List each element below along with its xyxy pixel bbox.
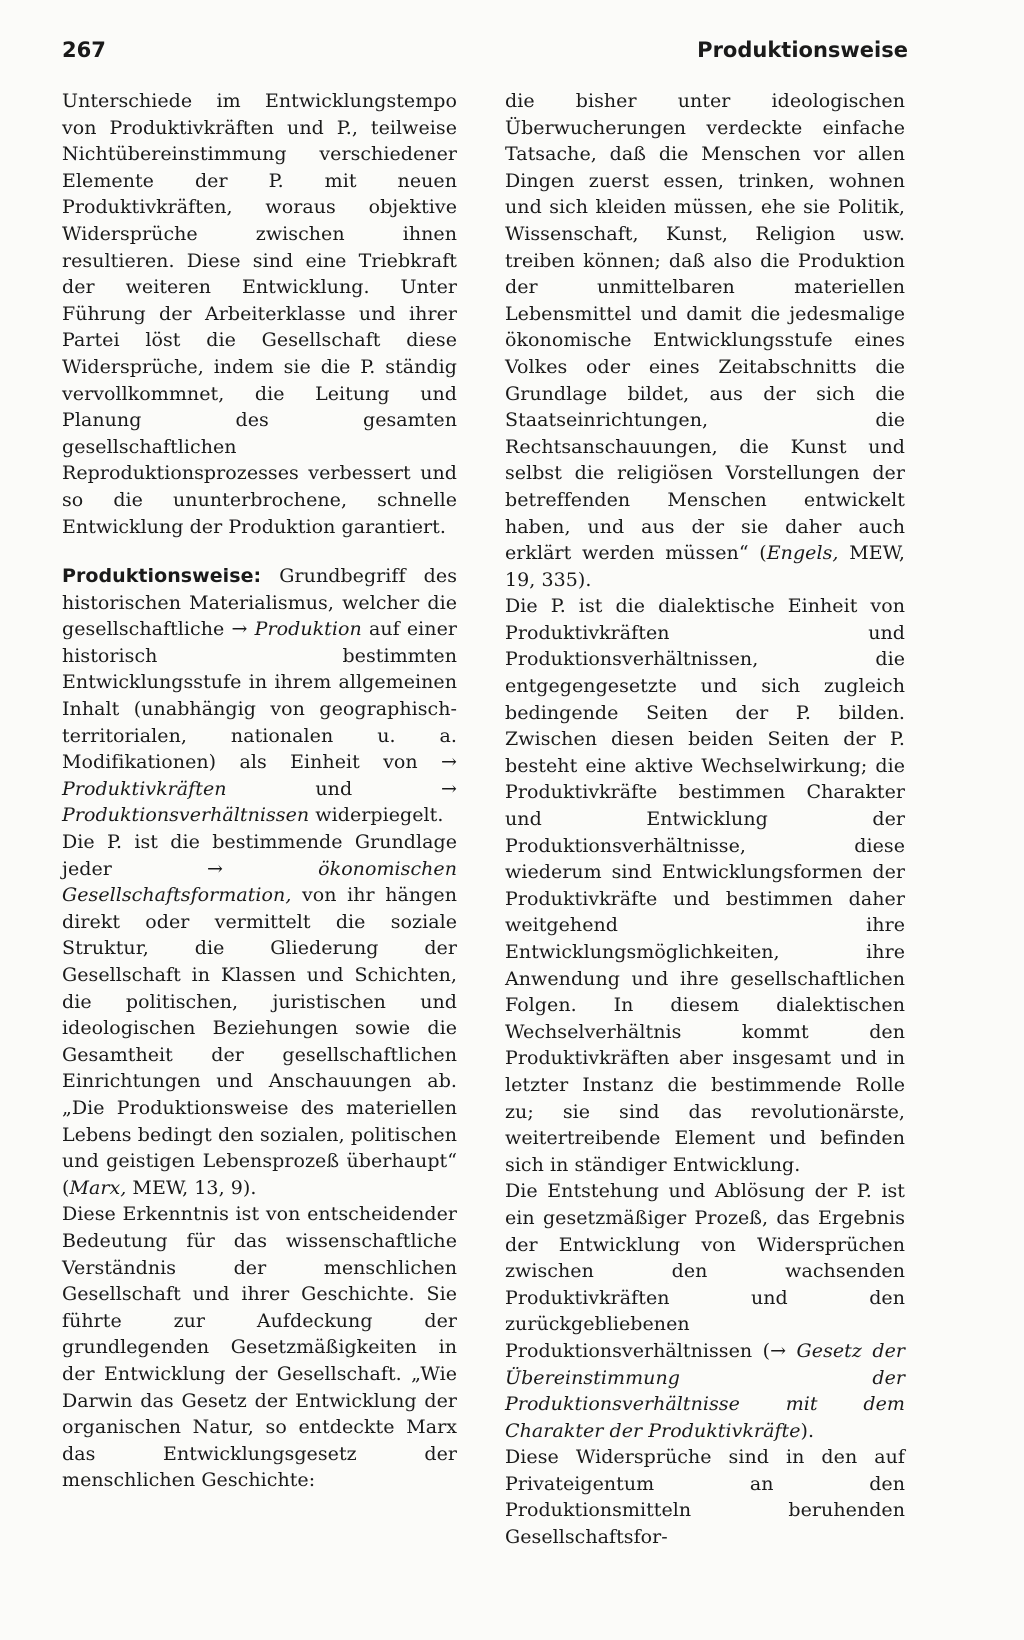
cross-reference-arrow: → <box>207 857 223 880</box>
quote-text: die bisher unter ideologischen Überwucherungen verdeckte einfache Tatsache, daß die Menschen vor allen Dingen zuerst essen, trinken, wohnen und sich kleiden müssen, ehe sie Politik, Wissenschaft, Kunst, Religion usw. treiben können; daß also die Produktion der unmittelbaren materiellen Lebensmittel und damit die jedesmalige ökonomische Entwicklungsstufe eines Volkes oder eines Zeitabschnitts die Grundlage bildet, aus der sich die Staatseinrichtungen, die Rechtsanschauungen, die Kunst und selbst die religiösen Vorstellungen der betreffenden Menschen entwickelt haben, und aus der sie daher auch erklärt werden müssen“ ( <box>505 90 905 565</box>
cross-reference-arrow: → <box>231 618 248 641</box>
citation-source: MEW, 13, 9). <box>126 1176 257 1199</box>
right-column <box>505 88 905 1551</box>
cross-reference-gesetz[interactable]: Gesetz der Übereinstimmung der Produktionsverhältnisse mit dem Charakter der Produktivkräfte <box>505 1339 905 1442</box>
body-text: ). <box>800 1419 815 1442</box>
definition-text: widerpiegelt. <box>309 804 444 827</box>
running-head: Produktionsweise <box>697 38 908 62</box>
definition-text: Grundbegriff des historischen Materialismus, welcher die gesellschaftliche <box>62 565 457 641</box>
cross-reference-gesellschaftsformation[interactable]: ökonomischen Gesellschaftsformation, <box>62 857 458 907</box>
entry-definition <box>62 563 457 829</box>
body-paragraph <box>505 1178 905 1444</box>
cross-reference-produktionsverhaeltnisse[interactable]: Produktionsverhältnissen <box>62 804 310 827</box>
body-paragraph: Diese Widersprüche sind in den auf Privateigentum an den Produktionsmitteln beruhenden Gesellschaftsfor- <box>505 1446 905 1549</box>
definition-text: auf einer historisch bestimmten Entwicklungsstufe in ihrem allgemeinen Inhalt (unabhängig von geographisch-territorialen, nationalen u. a. Modifikationen) als Einheit von <box>62 618 457 774</box>
cross-reference-produktivkraefte[interactable]: Produktivkräften <box>62 777 227 800</box>
entry-gap <box>62 540 457 563</box>
body-text: Die P. ist die bestimmende Grundlage jeder <box>62 831 457 880</box>
cross-reference-arrow: → <box>441 777 457 800</box>
cross-reference-produktion[interactable]: Produktion <box>254 618 362 641</box>
quote-paragraph <box>505 88 905 593</box>
body-paragraph: Diese Erkenntnis ist von entscheidender Bedeutung für das wissenschaftliche Verständnis der menschlichen Gesellschaft und ihrer Geschichte. Sie führte zur Aufdeckung der grundlegenden Gesetzmäßigkeiten in der Entwicklung der Gesellschaft. „Wie Darwin das Gesetz der Entwicklung der organischen Natur, so entdeckte Marx das Entwicklungsgesetz der menschlichen Geschichte: <box>62 1203 457 1492</box>
cross-reference-arrow: → <box>770 1339 787 1362</box>
page-number: 267 <box>62 38 106 62</box>
continuation-paragraph: Unterschiede im Entwicklungstempo von Produktivkräften und P., teilweise Nichtübereinstimmung verschiedener Elemente der P. mit neuen Produktivkräften, woraus objektive Widersprüche zwischen ihnen resultieren. Diese sind eine Triebkraft der weiteren Entwicklung. Unter Führung der Arbeiterklasse und ihrer Partei löst die Gesellschaft diese Widersprüche, indem sie die P. ständig vervollkommnet, die Leitung und Planung des gesamten gesellschaftlichen Reproduktionsprozesses verbessert und so die ununterbrochene, schnelle Entwicklung der Produktion garantiert. <box>62 90 457 538</box>
citation-author: Marx, <box>69 1176 127 1199</box>
body-text: Die Entstehung und Ablösung der P. ist ein gesetzmäßiger Prozeß, das Ergebnis der Entwicklung von Widersprüchen zwischen den wachsenden Produktivkräften und den zurückgebliebenen Produktionsverhältnissen ( <box>505 1180 905 1362</box>
citation-author: Engels, <box>766 542 839 565</box>
body-paragraph <box>62 829 457 1201</box>
definition-text: und <box>226 777 442 800</box>
citation-source: MEW, 19, 335). <box>505 542 905 591</box>
entry-headword: Produktionsweise: <box>62 565 262 588</box>
cross-reference-arrow: → <box>441 751 457 774</box>
body-paragraph: Die P. ist die dialektische Einheit von Produktivkräften und Produktionsverhältnissen, die entgegengesetzte und sich zugleich bedingende Seiten der P. bilden. Zwischen diesen beiden Seiten der P. besteht eine aktive Wechselwirkung; die Produktivkräfte bestimmen Charakter und Entwicklung der Produktionsverhältnisse, diese wiederum sind Entwicklungsformen der Produktivkräfte und bestimmen daher weitgehend ihre Entwicklungsmöglichkeiten, ihre Anwendung und ihre gesellschaftlichen Folgen. In diesem dialektischen Wechselverhältnis kommt den Produktivkräften aber insgesamt und in letzter Instanz die bestimmende Rolle zu; sie sind das revolutionärste, weitertreibende Element und befinden sich in ständiger Entwicklung. <box>505 595 905 1176</box>
left-column <box>62 88 457 1494</box>
body-text: von ihr hängen direkt oder vermittelt die soziale Struktur, die Gliederung der Gesellschaft in Klassen und Schichten, die politischen, juristischen und ideologischen Beziehungen sowie die Gesamtheit der gesellschaftlichen Einrichtungen und Anschauungen ab. „Die Produktionsweise des materiellen Lebens bedingt den sozialen, politischen und geistigen Lebensprozeß überhaupt“ ( <box>62 884 457 1199</box>
